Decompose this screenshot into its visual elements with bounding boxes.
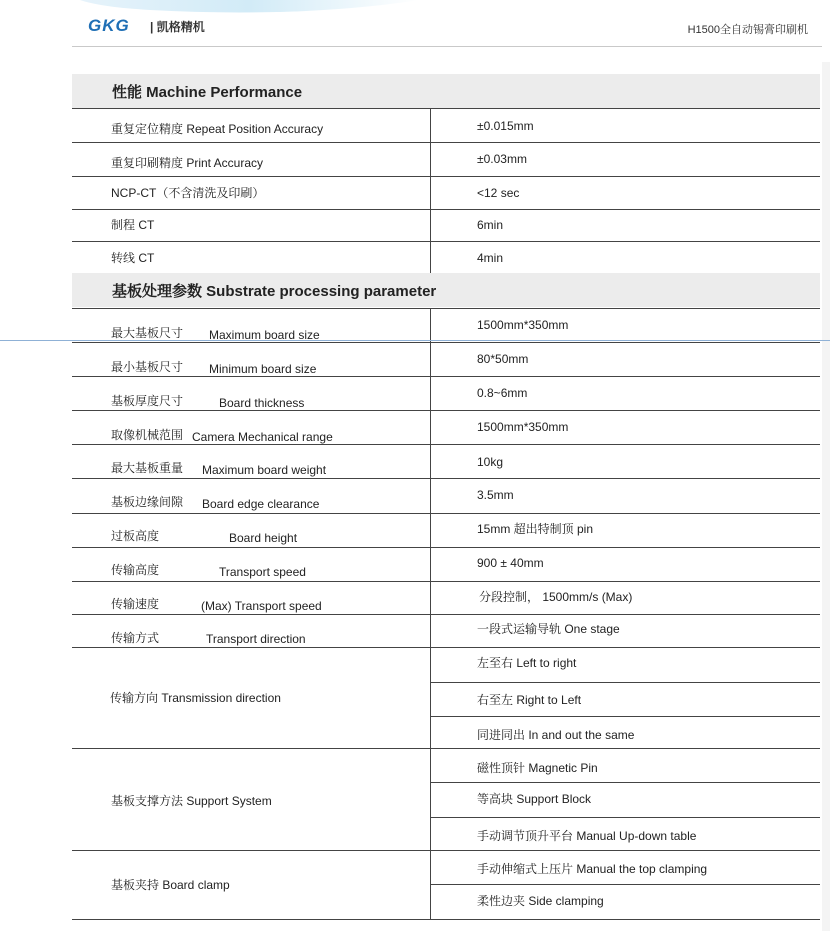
- row-divider: [72, 444, 820, 445]
- group-value: 右至左 Right to Left: [477, 693, 582, 707]
- spec-value: 10kg: [477, 455, 504, 469]
- row-divider: [72, 547, 820, 548]
- spec-label-cn: 过板高度: [111, 529, 160, 543]
- spec-value: <12 sec: [477, 186, 520, 200]
- group-label: 基板夹持 Board clamp: [111, 878, 230, 892]
- spec-label: 重复定位精度 Repeat Position Accuracy: [111, 122, 324, 136]
- spec-label-en: Minimum board size: [209, 362, 317, 376]
- spec-label-cn: 取像机械范围: [111, 428, 184, 442]
- spec-value: 0.8~6mm: [477, 386, 528, 400]
- spec-value: 一段式运输导轨 One stage: [477, 622, 620, 636]
- row-divider: [72, 748, 820, 749]
- section-header-substrate: [72, 273, 820, 307]
- spec-value: 6min: [477, 218, 504, 232]
- spec-label-en: Transport speed: [219, 565, 306, 579]
- row-divider: [72, 209, 820, 210]
- section-title: 性能 Machine Performance: [112, 84, 303, 101]
- spec-label-cn: 传输速度: [111, 597, 160, 611]
- group-label: 传输方向 Transmission direction: [110, 691, 281, 705]
- spec-value: 4min: [477, 251, 504, 265]
- spec-label-cn: 传输高度: [111, 563, 160, 577]
- group-value: 等高块 Support Block: [477, 792, 592, 806]
- column-divider: [430, 108, 431, 273]
- spec-value: ±0.03mm: [477, 152, 527, 166]
- spec-label: 转线 CT: [111, 251, 155, 265]
- header-divider: [72, 46, 822, 47]
- page-edge: [822, 62, 830, 931]
- spec-label-en: Board height: [229, 531, 298, 545]
- row-divider: [72, 176, 820, 177]
- spec-label-cn: 传输方式: [111, 631, 160, 645]
- company-name: | 凯格精机: [150, 20, 205, 34]
- row-divider: [72, 478, 820, 479]
- sub-row-divider: [430, 817, 820, 818]
- spec-label-en: Transport direction: [206, 632, 306, 646]
- spec-label-en: Maximum board size: [209, 328, 320, 342]
- spec-value: 15mm 超出特制顶 pin: [477, 522, 594, 536]
- row-divider: [72, 647, 820, 648]
- group-value: 手动伸缩式上压片 Manual the top clamping: [477, 862, 708, 876]
- row-divider: [72, 614, 820, 615]
- group-value: 磁性顶针 Magnetic Pin: [477, 761, 598, 775]
- sub-row-divider: [430, 716, 820, 717]
- company-logo: GKG: [88, 16, 130, 35]
- spec-value: 分段控制， 1500mm/s (Max): [479, 590, 633, 604]
- spec-label-en: Camera Mechanical range: [192, 430, 333, 444]
- row-divider: [72, 108, 820, 109]
- spec-label-en: Maximum board weight: [202, 463, 327, 477]
- spec-label: 重复印刷精度 Print Accuracy: [111, 156, 264, 170]
- spec-label: NCP-CT（不含清洗及印刷）: [111, 186, 265, 200]
- spec-label-en: Board edge clearance: [202, 497, 320, 511]
- spec-label: 制程 CT: [111, 218, 155, 232]
- row-divider: [72, 342, 820, 343]
- group-value: 柔性边夹 Side clamping: [477, 894, 604, 908]
- sub-row-divider: [430, 884, 820, 885]
- sub-row-divider: [430, 782, 820, 783]
- group-value: 同进同出 In and out the same: [477, 728, 635, 742]
- spec-label-en: Board thickness: [219, 396, 305, 410]
- section-title: 基板处理参数 Substrate processing parameter: [112, 283, 437, 300]
- spec-label-en: (Max) Transport speed: [201, 599, 322, 613]
- sub-row-divider: [430, 682, 820, 683]
- document-title: H1500全自动锡膏印刷机: [687, 24, 808, 36]
- row-divider: [72, 513, 820, 514]
- spec-value: 1500mm*350mm: [477, 420, 569, 434]
- spec-value: 1500mm*350mm: [477, 318, 569, 332]
- spec-label-cn: 最小基板尺寸: [111, 360, 184, 374]
- spec-label-cn: 最大基板尺寸: [111, 326, 184, 340]
- spec-value: 900 ± 40mm: [477, 556, 544, 570]
- row-divider: [72, 241, 820, 242]
- row-divider: [72, 850, 820, 851]
- spec-value: ±0.015mm: [477, 119, 534, 133]
- section-header-performance: [72, 74, 820, 108]
- row-divider: [72, 142, 820, 143]
- row-divider: [72, 308, 820, 309]
- spec-value: 80*50mm: [477, 352, 529, 366]
- scan-guide-line: [0, 340, 830, 341]
- group-label: 基板支撑方法 Support System: [111, 794, 272, 808]
- spec-label-cn: 最大基板重量: [111, 461, 184, 475]
- spec-value: 3.5mm: [477, 488, 514, 502]
- row-divider: [72, 581, 820, 582]
- group-value: 手动调节顶升平台 Manual Up-down table: [477, 829, 697, 843]
- spec-label-cn: 基板厚度尺寸: [111, 394, 184, 408]
- group-value: 左至右 Left to right: [477, 656, 577, 670]
- row-divider: [72, 410, 820, 411]
- row-divider: [72, 919, 820, 920]
- row-divider: [72, 376, 820, 377]
- spec-label-cn: 基板边缘间隙: [111, 495, 184, 509]
